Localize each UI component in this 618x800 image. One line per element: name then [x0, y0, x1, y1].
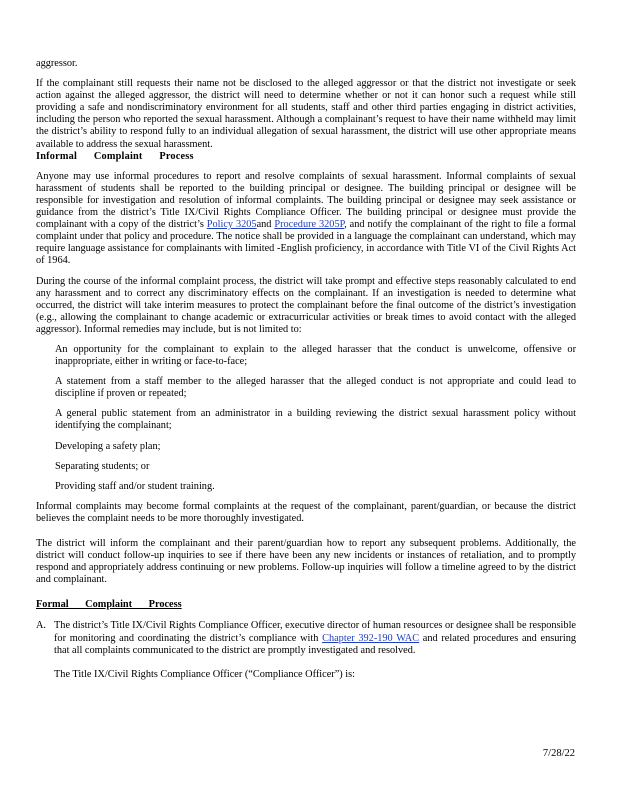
chapter-392-190-wac-link[interactable]: Chapter 392-190 WAC [322, 632, 420, 644]
item-a-text-part-2: and related procedures and ensuring that all complaints communicated to the district are promptly investigated and resolved. [54, 632, 576, 656]
footer-date: 7/28/22 [542, 748, 575, 759]
paragraph-aggressor-tail: aggressor. [36, 58, 78, 69]
informal-text-part-2: and [256, 219, 275, 231]
list-item-text: A statement from a staff member to the alleged harasser that the alleged conduct is not appropriate and could lead to discipline if proven or repeated; [55, 376, 576, 400]
policy-3205-link[interactable]: Policy 3205 [206, 219, 257, 231]
paragraph-informal-to-formal: Informal complaints may become formal complaints at the request of the complainant, parent/guardian, or because the district believes the complaint needs to be more thoroughly investigated. [36, 500, 576, 524]
list-letter-a: A. [36, 620, 47, 632]
paragraph-follow-up: The district will inform the complainant and their parent/guardian how to report any subsequent problems. Additionally, the district will conduct follow-up inquiries to see if there have been any new incidents or instances of retaliation, and to promptly respond and appropriately address continuing or new problems. Follow-up inquiries will follow a timeline agreed to by the district and complainant. [36, 538, 576, 586]
list-item-text: Developing a safety plan; [55, 440, 161, 452]
list-item-text: Separating students; or [55, 460, 150, 472]
list-item [36, 408, 576, 432]
list-item [36, 344, 576, 368]
list-item-a [36, 620, 576, 656]
informal-remedies-list [36, 344, 576, 493]
heading-formal-complaint-process: Formal Complaint Process [36, 599, 182, 611]
informal-text-part-3: , and notify the complainant of the right to file a formal complaint under that policy and procedure. The notice shall be provided in a language the complainant can understand, which may require language assistance for complainants with limited -English proficiency, in accordance with Title VI of the Civil Rights Act of 1964. [36, 219, 577, 267]
heading-informal-complaint-process: Informal Complaint Process [36, 150, 194, 162]
item-a-text-part-1: The district’s Title IX/Civil Rights Compliance Officer, executive director of human resources or designee shall be responsible for monitoring and coordinating the district’s compliance with [54, 620, 576, 644]
compliance-officer-intro: The Title IX/Civil Rights Compliance Officer (“Compliance Officer”) is: [54, 668, 356, 680]
procedure-3205p-link[interactable]: Procedure 3205P [274, 219, 345, 231]
list-item [36, 461, 576, 473]
paragraph-informal-procedures [36, 171, 576, 268]
list-item [36, 376, 576, 400]
list-item-text: Providing staff and/or student training. [55, 480, 215, 492]
list-item-text: An opportunity for the complainant to explain to the alleged harasser that the conduct is unwelcome, offensive or inappropriate, either in writing or face-to-face; [55, 343, 576, 368]
paragraph-informal-course: During the course of the informal complaint process, the district will take prompt and effective steps reasonably calculated to end any harassment and to correct any discriminatory effects on the complainant. If an investigation is needed to determine what occurred, the district will take interim measures to protect the complainant before the final outcome of the district’s investigation (e.g., allowing the complainant to change academic or extracurricular activities or break times to avoid contact with the alleged aggressor). Informal remedies may include, but is not limited to: [36, 275, 576, 335]
paragraph-confidentiality: If the complainant still requests their name not be disclosed to the alleged aggressor or that the district not investigate or seek action against the alleged aggressor, the district will need to determine whether or not it can honor such a request while still providing a safe and nondiscriminatory environment for all students, staff and other third parties engaging in district activities, including the person who reported the sexual harassment. Although a complainant’s request to have their name withheld may limit the district’s ability to respond fully to an individual allegation of sexual harassment, the district will use other appropriate means available to address the sexual harassment. [36, 78, 576, 150]
list-item [36, 441, 576, 453]
document-page [36, 58, 576, 681]
informal-text-part-1: Anyone may use informal procedures to report and resolve complaints of sexual harassment. Informal complaints of sexual harassment of students shall be reported to the building principal or designee. The building principal or designee will be responsible for investigation and resolution of informal complaints. The building principal or designee may seek assistance or guidance from the district’s Title IX/Civil Rights Compliance Officer. The building principal or designee must provide the complainant with a copy of the district’s [36, 170, 576, 231]
list-item [36, 481, 576, 493]
list-item-text: A general public statement from an administrator in a building reviewing the district sexual harassment policy without identifying the complainant; [55, 408, 576, 432]
